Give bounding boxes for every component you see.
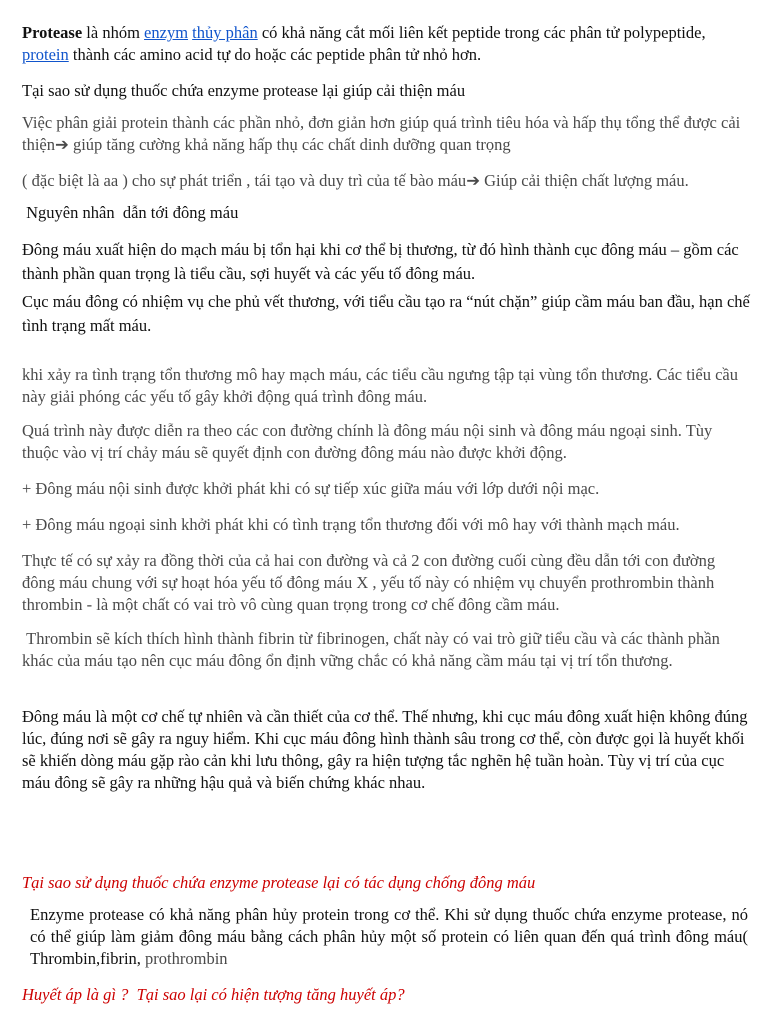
protease-definition: Protease là nhóm enzym thủy phân có khả năng cắt mối liên kết peptide trong các phân tử polypeptide, protein thành các amino acid tự do hoặc các peptide phân tử nhỏ hơn. bbox=[22, 23, 706, 64]
heading-coagulation-cause: Nguyên nhân dẫn tới đông máu bbox=[22, 203, 239, 222]
paragraph-pathways: Quá trình này được diễn ra theo các con đường chính là đông máu nội sinh và đông máu ngoại sinh. Tùy thuộc vào vị trí chảy máu sẽ quyết định con đường đông máu nào được khởi động. bbox=[22, 421, 713, 462]
paragraph-blood-quality: ( đặc biệt là aa ) cho sự phát triển , tái tạo và duy trì của tế bào máu➔ Giúp cải thiện chất lượng máu. bbox=[22, 171, 689, 190]
paragraph-intrinsic: + Đông máu nội sinh được khởi phát khi có sự tiếp xúc giữa máu với lớp dưới nội mạc. bbox=[22, 479, 600, 498]
thuy-phan-link[interactable]: thủy phân bbox=[192, 23, 258, 42]
paragraph-platelets: khi xảy ra tình trạng tổn thương mô hay mạch máu, các tiểu cầu ngưng tập tại vùng tổn thương. Các tiểu cầu này giải phóng các yếu tố gây khởi động quá trình đông máu. bbox=[22, 365, 739, 406]
paragraph-protease-anticoagulant: Enzyme protease có khả năng phân hủy protein trong cơ thể. Khi sử dụng thuốc chứa enzyme protease, nó có thể giúp làm giảm đông máu bằng cách phân hủy một số protein có liên quan đến quá trình đông máu( Thrombin,fibrin, prothrombin bbox=[30, 905, 748, 968]
paragraph-extrinsic: + Đông máu ngoại sinh khởi phát khi có tình trạng tổn thương đối với mô hay với thành mạch máu. bbox=[22, 515, 680, 534]
heading-blood-pressure: Huyết áp là gì ? Tại sao lại có hiện tượng tăng huyết áp? bbox=[22, 985, 405, 1004]
arrow-icon: ➔ bbox=[55, 135, 69, 154]
paragraph-thrombosis: Đông máu là một cơ chế tự nhiên và cần thiết của cơ thể. Thế nhưng, khi cục máu đông xuất hiện không đúng lúc, đúng nơi sẽ gây ra nguy hiểm. Khi cục máu đông hình thành sâu trong cơ thể, còn được gọi là huyết khối sẽ khiến dòng máu gặp rào cản khi lưu thông, gây ra hiện tượng tắc nghẽn hệ tuần hoàn. Tùy vị trí của cục máu đông sẽ gây ra những hậu quả và biến chứng khác nhau. bbox=[22, 707, 748, 792]
paragraph-clot-role: Cục máu đông có nhiệm vụ che phủ vết thương, với tiểu cầu tạo ra “nút chặn” giúp cầm máu ban đầu, hạn chế tình trạng mất máu. bbox=[22, 292, 750, 335]
protein-link[interactable]: protein bbox=[22, 45, 69, 64]
protease-term: Protease bbox=[22, 23, 83, 42]
paragraph-thrombin: Thrombin sẽ kích thích hình thành fibrin từ fibrinogen, chất này có vai trò giữ tiểu cầu và các thành phần khác của máu tạo nên cục máu đông ổn định vững chắc có khả năng cầm máu tại vị trí tổn thương. bbox=[22, 629, 724, 670]
heading-anticoagulant: Tại sao sử dụng thuốc chứa enzyme protease lại có tác dụng chống đông máu bbox=[22, 873, 536, 892]
paragraph-coagulation-occurs: Đông máu xuất hiện do mạch máu bị tổn hại khi cơ thể bị thương, từ đó hình thành cục đông máu – gồm các thành phần quan trọng là tiểu cầu, sợi huyết và các yếu tố đông máu. bbox=[22, 240, 739, 283]
paragraph-factor-x: Thực tế có sự xảy ra đồng thời của cả hai con đường và cả 2 con đường cuối cùng đều dẫn tới con đường đông máu chung với sự hoạt hóa yếu tố đông máu X , yếu tố này có nhiệm vụ chuyển prothrombin thành thrombin - là một chất có vai trò vô cùng quan trọng trong cơ chế đông cầm máu. bbox=[22, 551, 716, 614]
enzym-link[interactable]: enzym bbox=[144, 23, 189, 42]
arrow-icon: ➔ bbox=[466, 171, 481, 190]
paragraph-digestion: Việc phân giải protein thành các phần nhỏ, đơn giản hơn giúp quá trình tiêu hóa và hấp thụ tổng thể được cải thiện➔ giúp tăng cường khả năng hấp thụ các chất dinh dưỡng quan trọng bbox=[22, 113, 741, 154]
heading-improve-blood: Tại sao sử dụng thuốc chứa enzyme protease lại giúp cải thiện máu bbox=[22, 81, 466, 100]
